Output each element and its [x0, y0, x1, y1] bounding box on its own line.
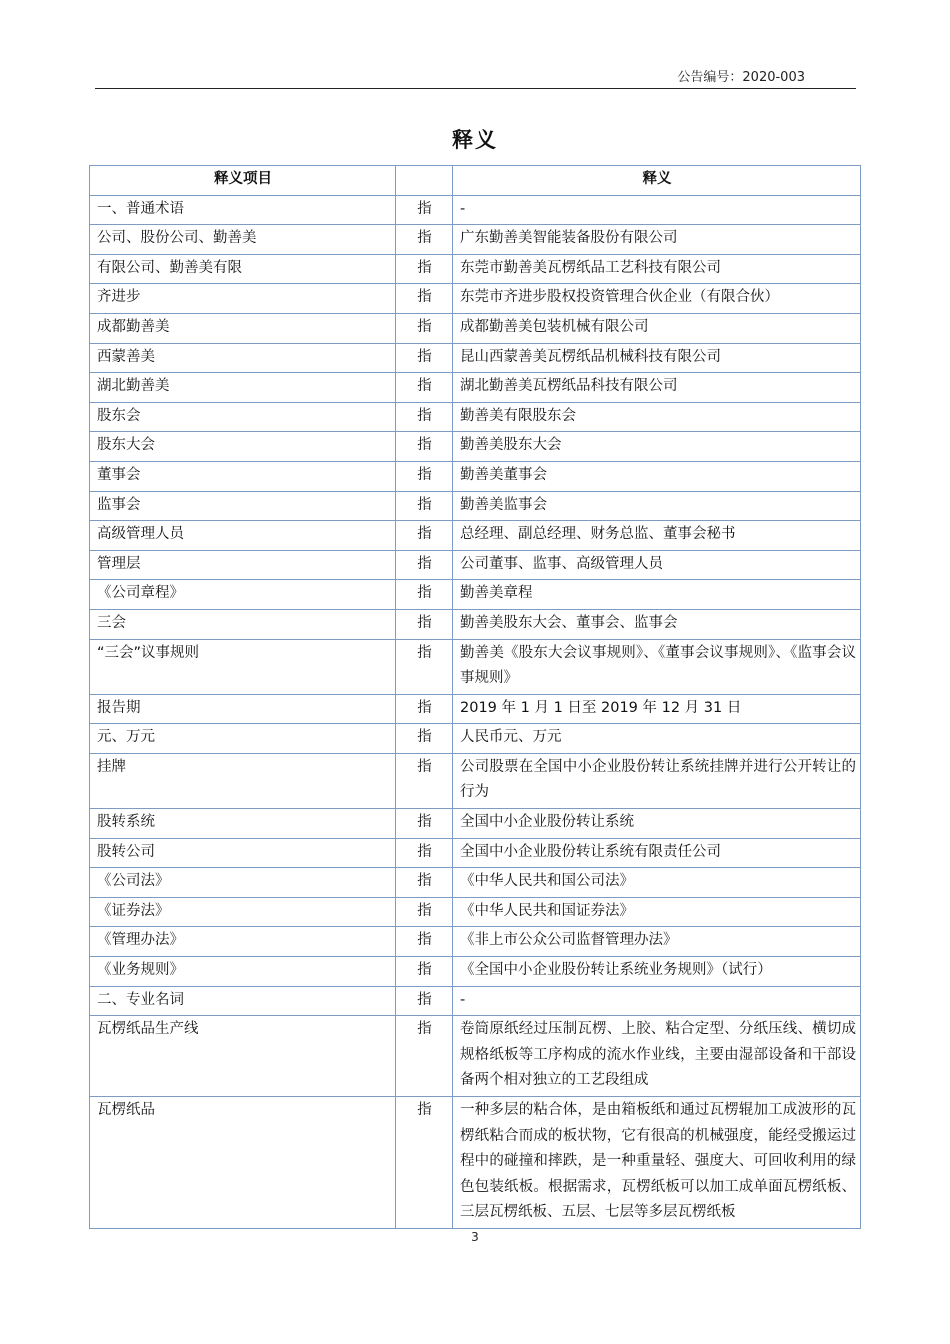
definition-cell: 勤善美有限股东会 [453, 402, 861, 432]
ref-cell: 指 [396, 927, 453, 957]
definition-cell: 公司股票在全国中小企业股份转让系统挂牌并进行公开转让的行为 [453, 753, 861, 808]
table-row [90, 521, 861, 551]
term-cell: 瓦楞纸品 [90, 1097, 396, 1229]
table-row [90, 195, 861, 225]
page-title: 释义 [452, 128, 498, 152]
ref-cell: 指 [396, 402, 453, 432]
table-row [90, 550, 861, 580]
definition-cell: 勤善美股东大会、董事会、监事会 [453, 609, 861, 639]
term-cell: 有限公司、勤善美有限 [90, 254, 396, 284]
term-cell: 元、万元 [90, 724, 396, 754]
term-cell: 《公司法》 [90, 868, 396, 898]
ref-cell: 指 [396, 897, 453, 927]
table-row [90, 986, 861, 1016]
term-cell: 股转系统 [90, 809, 396, 839]
definition-cell: 公司董事、监事、高级管理人员 [453, 550, 861, 580]
table-row [90, 868, 861, 898]
definition-cell: 全国中小企业股份转让系统有限责任公司 [453, 838, 861, 868]
definition-cell: 2019 年 1 月 1 日至 2019 年 12 月 31 日 [453, 694, 861, 724]
ref-cell: 指 [396, 373, 453, 403]
table-row [90, 225, 861, 255]
term-cell: 《业务规则》 [90, 957, 396, 987]
term-cell: 《公司章程》 [90, 580, 396, 610]
term-cell: 湖北勤善美 [90, 373, 396, 403]
definition-cell: 《全国中小企业股份转让系统业务规则》（试行） [453, 957, 861, 987]
definition-cell: 人民币元、万元 [453, 724, 861, 754]
definition-cell: 东莞市勤善美瓦楞纸品工艺科技有限公司 [453, 254, 861, 284]
ref-cell: 指 [396, 284, 453, 314]
ref-cell: 指 [396, 694, 453, 724]
header-divider [95, 88, 856, 89]
ref-cell: 指 [396, 343, 453, 373]
ref-cell: 指 [396, 1016, 453, 1097]
ref-cell: 指 [396, 724, 453, 754]
term-cell: 股转公司 [90, 838, 396, 868]
table-row [90, 609, 861, 639]
definition-cell: - [453, 195, 861, 225]
ref-cell: 指 [396, 609, 453, 639]
table-row [90, 1016, 861, 1097]
definition-cell: 勤善美董事会 [453, 461, 861, 491]
definition-cell: 全国中小企业股份转让系统 [453, 809, 861, 839]
term-cell: 《证券法》 [90, 897, 396, 927]
ref-cell: 指 [396, 225, 453, 255]
definition-cell: 《中华人民共和国证券法》 [453, 897, 861, 927]
term-cell: 高级管理人员 [90, 521, 396, 551]
ref-cell: 指 [396, 809, 453, 839]
term-cell: 一、普通术语 [90, 195, 396, 225]
announcement-number: 公告编号：2020-003 [677, 70, 805, 85]
term-cell: 挂牌 [90, 753, 396, 808]
table-row [90, 1097, 861, 1229]
term-cell: 股东大会 [90, 432, 396, 462]
definition-cell: 勤善美章程 [453, 580, 861, 610]
ref-cell: 指 [396, 753, 453, 808]
table-row [90, 580, 861, 610]
term-cell: 三会 [90, 609, 396, 639]
term-cell: 二、专业名词 [90, 986, 396, 1016]
definitions-table [89, 165, 861, 1229]
definition-cell: 《中华人民共和国公司法》 [453, 868, 861, 898]
definition-cell: 勤善美监事会 [453, 491, 861, 521]
definition-cell: 卷筒原纸经过压制瓦楞、上胶、粘合定型、分纸压线、横切成规格纸板等工序构成的流水作业线，主要由湿部设备和干部设备两个相对独立的工艺段组成 [453, 1016, 861, 1097]
definition-cell: 东莞市齐进步股权投资管理合伙企业（有限合伙） [453, 284, 861, 314]
ref-cell: 指 [396, 580, 453, 610]
term-cell: 监事会 [90, 491, 396, 521]
table-row [90, 724, 861, 754]
ref-cell: 指 [396, 521, 453, 551]
ref-cell: 指 [396, 313, 453, 343]
table-row [90, 432, 861, 462]
ref-cell: 指 [396, 195, 453, 225]
table-row [90, 809, 861, 839]
table-row [90, 461, 861, 491]
ref-cell: 指 [396, 957, 453, 987]
definition-cell: - [453, 986, 861, 1016]
ref-cell: 指 [396, 254, 453, 284]
ref-cell: 指 [396, 868, 453, 898]
table-row [90, 284, 861, 314]
table-row [90, 957, 861, 987]
term-cell: 成都勤善美 [90, 313, 396, 343]
definition-cell: 一种多层的粘合体，是由箱板纸和通过瓦楞辊加工成波形的瓦楞纸粘合而成的板状物，它有很高的机械强度，能经受搬运过程中的碰撞和摔跌，是一种重量轻、强度大、可回收利用的绿色包装纸板。根据需求，瓦楞纸板可以加工成单面瓦楞纸板、三层瓦楞纸板、五层、七层等多层瓦楞纸板 [453, 1097, 861, 1229]
definition-cell: 广东勤善美智能装备股份有限公司 [453, 225, 861, 255]
table-row [90, 838, 861, 868]
header-term: 释义项目 [90, 166, 396, 196]
table-row [90, 402, 861, 432]
term-cell: 股东会 [90, 402, 396, 432]
table-row [90, 313, 861, 343]
table-row [90, 254, 861, 284]
page-number: 3 [471, 1230, 479, 1244]
definition-cell: 湖北勤善美瓦楞纸品科技有限公司 [453, 373, 861, 403]
table-row [90, 373, 861, 403]
term-cell: 管理层 [90, 550, 396, 580]
table-row [90, 491, 861, 521]
definition-cell: 总经理、副总经理、财务总监、董事会秘书 [453, 521, 861, 551]
ref-cell: 指 [396, 986, 453, 1016]
definition-cell: 昆山西蒙善美瓦楞纸品机械科技有限公司 [453, 343, 861, 373]
table-row [90, 753, 861, 808]
term-cell: 报告期 [90, 694, 396, 724]
table-row [90, 343, 861, 373]
term-cell: 公司、股份公司、勤善美 [90, 225, 396, 255]
term-cell: 西蒙善美 [90, 343, 396, 373]
table-header-row [90, 166, 861, 196]
ref-cell: 指 [396, 550, 453, 580]
ref-cell: 指 [396, 432, 453, 462]
table-row [90, 639, 861, 694]
term-cell: 瓦楞纸品生产线 [90, 1016, 396, 1097]
table-row [90, 897, 861, 927]
ref-cell: 指 [396, 461, 453, 491]
term-cell: 齐进步 [90, 284, 396, 314]
table-row [90, 694, 861, 724]
header-ref [396, 166, 453, 196]
term-cell: 董事会 [90, 461, 396, 491]
table-row [90, 927, 861, 957]
header-definition: 释义 [453, 166, 861, 196]
term-cell: 《管理办法》 [90, 927, 396, 957]
ref-cell: 指 [396, 491, 453, 521]
term-cell: “三会”议事规则 [90, 639, 396, 694]
definition-cell: 勤善美《股东大会议事规则》、《董事会议事规则》、《监事会议事规则》 [453, 639, 861, 694]
definition-cell: 勤善美股东大会 [453, 432, 861, 462]
definition-cell: 《非上市公众公司监督管理办法》 [453, 927, 861, 957]
definition-cell: 成都勤善美包装机械有限公司 [453, 313, 861, 343]
ref-cell: 指 [396, 1097, 453, 1229]
ref-cell: 指 [396, 838, 453, 868]
ref-cell: 指 [396, 639, 453, 694]
